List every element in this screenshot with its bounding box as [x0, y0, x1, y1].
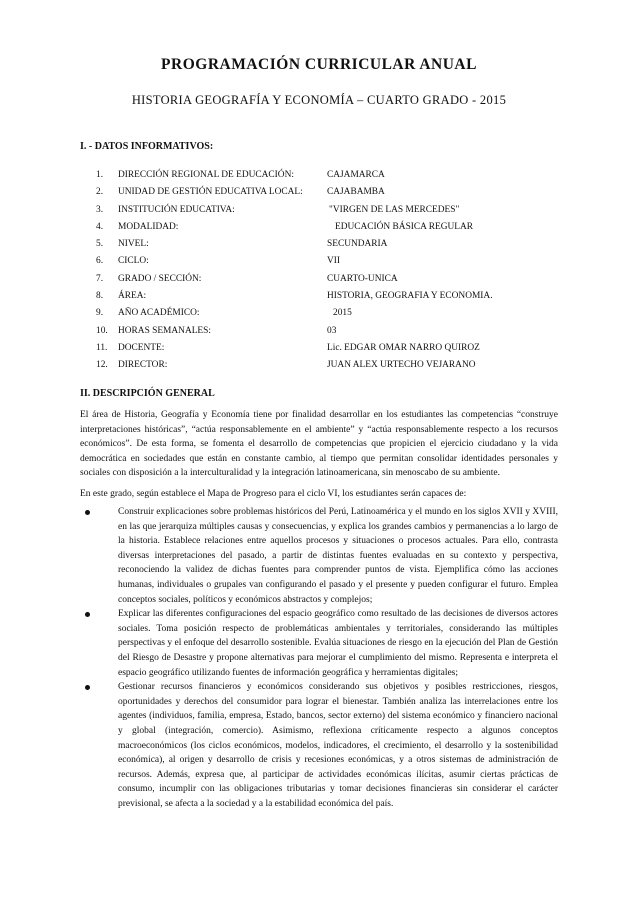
info-value: HISTORIA, GEOGRAFIA Y ECONOMIA.	[327, 291, 493, 302]
info-value: "VIRGEN DE LAS MERCEDES"	[329, 204, 460, 215]
info-row	[96, 183, 566, 200]
bullet-icon	[85, 685, 90, 690]
bullet-icon	[85, 510, 90, 515]
info-label: MODALIDAD:	[118, 221, 179, 232]
info-label: DOCENTE:	[118, 342, 165, 353]
info-label: CICLO:	[118, 256, 149, 267]
info-row	[96, 252, 566, 269]
info-label: DIRECCIÓN REGIONAL DE EDUCACIÓN:	[118, 170, 294, 180]
info-row	[96, 322, 566, 339]
info-row	[96, 356, 566, 373]
info-number: 6.	[96, 256, 104, 267]
info-value: SECUNDARIA	[327, 239, 388, 250]
info-number: 3.	[96, 204, 104, 215]
section-heading-descripcion-general: II. DESCRIPCIÓN GENERAL	[80, 388, 215, 399]
list-item	[80, 505, 558, 607]
info-list	[96, 166, 566, 374]
info-number: 8.	[96, 291, 104, 302]
info-value: CAJAMARCA	[327, 170, 385, 180]
info-number: 2.	[96, 187, 104, 198]
document-title: PROGRAMACIÓN CURRICULAR ANUAL	[161, 56, 477, 73]
info-label: UNIDAD DE GESTIÓN EDUCATIVA LOCAL:	[118, 187, 303, 198]
info-label: GRADO / SECCIÓN:	[118, 273, 202, 284]
info-value: EDUCACIÓN BÁSICA REGULAR	[335, 221, 474, 232]
info-label: AÑO ACADÉMICO:	[118, 308, 200, 319]
info-number: 9.	[96, 308, 104, 319]
info-label: HORAS SEMANALES:	[118, 325, 211, 336]
info-number: 12.	[96, 360, 108, 371]
capabilities-list	[80, 505, 558, 811]
list-item	[80, 607, 558, 680]
info-value: VII	[327, 256, 341, 267]
info-number: 11.	[96, 342, 108, 353]
info-number: 1.	[96, 170, 104, 180]
list-item-text: Gestionar recursos financieros y económicos considerando sus objetivos y posibles restricciones, riesgos, oportunidades y derechos del consumidor para lograr el bienestar. También analiza las interrelaciones entre los agentes (individuos, familia, empresa, Estado, bancos, sector externo) del sistema económico y financiero nacional y global (integración, comercio). Asimismo, reflexiona críticamente respecto a algunos conceptos macroeconómicos (los ciclos económicos, modelos, indicadores, el crecimiento, el desarrollo y la sostenibilidad económica), al origen y desarrollo de crisis y recesiones económicas, y a otros sistemas de administración de recursos. Además, expresa que, al participar de actividades económicas ilícitas, asumir ciertas prácticas de consumo, incumplir con las obligaciones tributarias y tomar decisiones financieras sin considerar el carácter previsional, se afecta a la sociedad y a la estabilidad económica del país.	[118, 682, 558, 809]
info-label: ÁREA:	[118, 291, 147, 302]
info-row	[96, 304, 566, 321]
info-row	[96, 166, 566, 183]
section-heading-datos-informativos: I. - DATOS INFORMATIVOS:	[80, 141, 214, 152]
info-value: Lic. EDGAR OMAR NARRO QUIROZ	[327, 342, 480, 353]
info-number: 4.	[96, 221, 104, 232]
info-row	[96, 270, 566, 287]
document-subtitle: HISTORIA GEOGRAFÍA Y ECONOMÍA – CUARTO GRADO - 2015	[131, 93, 507, 107]
info-label: NIVEL:	[118, 239, 149, 250]
info-value: CUARTO-UNICA	[327, 273, 398, 284]
info-row	[96, 201, 566, 218]
info-row	[96, 339, 566, 356]
list-item-text: Construir explicaciones sobre problemas históricos del Perú, Latinoamérica y el mundo en los siglos XVII y XVIII, en las que jerarquiza múltiples causas y consecuencias, y explica los grandes cambios y permanencias a lo largo de la historia. Establece relaciones entre aquellos procesos y situaciones o procesos actuales. Para ello, contrasta diversas interpretaciones del pasado, a partir de distintas fuentes evaluadas en su contexto y perspectiva, reconociendo la validez de dichas fuentes para comprender puntos de vista. Ejemplifica cómo las acciones humanas, individuales o grupales van configurando el pasado y el presente y pueden configurar el futuro. Emplea conceptos sociales, políticos y económicos abstractos y complejos;	[118, 507, 558, 605]
info-value: CAJABAMBA	[327, 187, 385, 198]
intro-paragraph: En este grado, según establece el Mapa de Progreso para el ciclo VI, los estudiantes serán capaces de:	[80, 489, 467, 499]
list-item-text: Explicar las diferentes configuraciones del espacio geográfico como resultado de las decisiones de diversos actores sociales. Toma posición respecto de problemáticas ambientales y territoriales, considerando las múltiples perspectivas y el enfoque del desarrollo sostenible. Evalúa situaciones de riesgo en la ejecución del Plan de Gestión del Riesgo de Desastre y propone alternativas para mejorar el cumplimiento del mismo. Representa e interpreta el espacio geográfico utilizando fuentes de información geográfica y herramientas digitales;	[118, 609, 558, 678]
bullet-icon	[85, 612, 90, 617]
description-paragraph: El área de Historia, Geografía y Economía tiene por finalidad desarrollar en los estudiantes las competencias “construye interpretaciones históricas”, “actúa responsablemente en el ambiente” y “actúa responsablemente respecto a los recursos económicos”. De esta forma, se fomenta el desarrollo de competencias que propicien el ejercicio ciudadano y la vida democrática en sociedades que están en constante cambio, al tiempo que permitan consolidar identidades personales y sociales con disposición a la interculturalidad y la integración latinoamericana, sin menoscabo de su ambiente.	[80, 410, 558, 479]
info-value: 2015	[333, 308, 352, 319]
info-label: DIRECTOR:	[118, 360, 168, 371]
info-number: 10.	[96, 325, 108, 336]
info-value: JUAN ALEX URTECHO VEJARANO	[327, 360, 476, 371]
info-label: INSTITUCIÓN EDUCATIVA:	[118, 204, 235, 215]
info-number: 5.	[96, 239, 104, 250]
info-row	[96, 218, 566, 235]
list-item	[80, 680, 558, 811]
info-number: 7.	[96, 273, 104, 284]
info-value: 03	[327, 325, 337, 336]
info-row	[96, 287, 566, 304]
info-row	[96, 235, 566, 252]
